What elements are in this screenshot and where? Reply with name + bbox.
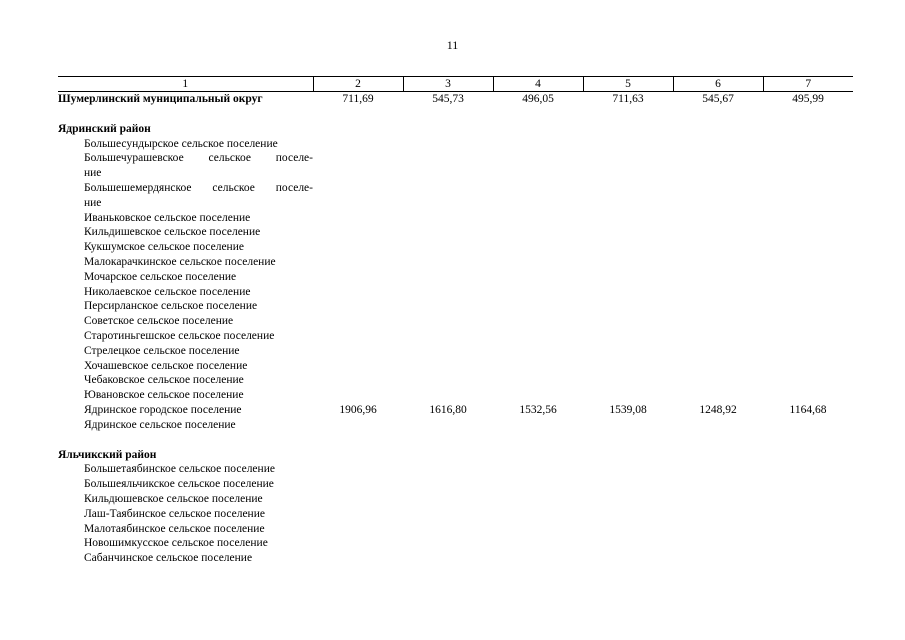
table-row	[58, 373, 853, 388]
table-row	[58, 522, 853, 537]
settlement-name: Старотиньгешское сельское поселение	[84, 329, 275, 342]
district-title: Ядринский район	[58, 122, 151, 135]
table-row	[58, 240, 853, 255]
settlement-name: Стрелецкое сельское поселение	[84, 344, 240, 357]
table-row	[58, 418, 853, 433]
settlement-value: 1532,56	[519, 403, 557, 416]
table-row	[58, 181, 853, 211]
settlement-name: Новошимкусское сельское поселение	[84, 537, 268, 550]
summary-value: 711,69	[342, 93, 374, 105]
spacer-row	[58, 107, 853, 122]
table-row	[58, 359, 853, 374]
table-row	[58, 329, 853, 344]
table-row	[58, 492, 853, 507]
settlement-name: Хочашевское сельское поселение	[84, 359, 248, 372]
table-row	[58, 462, 853, 477]
settlement-value: 1164,68	[789, 403, 827, 416]
column-number-7: 7	[763, 77, 853, 92]
settlement-name: Сабанчинское сельское поселение	[84, 552, 253, 565]
settlement-name	[58, 181, 313, 211]
settlement-name-line: ние	[84, 167, 102, 180]
settlement-name-line: Большечурашевское сельское поселе-	[84, 152, 313, 165]
table-row	[58, 388, 853, 403]
table-row	[58, 448, 853, 463]
table-row	[58, 285, 853, 300]
settlement-value: 1616,80	[429, 403, 467, 416]
settlement-name: Ядринское сельское поселение	[84, 418, 236, 431]
settlement-name: Кукшумское сельское поселение	[84, 241, 244, 254]
settlement-name: Ювановское сельское поселение	[84, 389, 244, 402]
settlement-value: 1248,92	[699, 403, 737, 416]
column-number-3: 3	[403, 77, 493, 92]
table-row	[58, 211, 853, 226]
settlement-name-line: ние	[84, 196, 102, 209]
column-number-1: 1	[58, 77, 313, 92]
settlement-name: Большесундырское сельское поселение	[84, 137, 278, 150]
settlement-name: Лаш-Таябинское сельское поселение	[84, 507, 265, 520]
settlement-value: 1539,08	[609, 403, 647, 416]
table-row	[58, 151, 853, 181]
settlement-name: Иваньковское сельское поселение	[84, 211, 251, 224]
summary-value: 711,63	[612, 93, 644, 105]
table-row	[58, 225, 853, 240]
table-row	[58, 344, 853, 359]
settlement-name	[58, 151, 313, 181]
settlement-name: Советское сельское поселение	[84, 315, 234, 328]
table-row	[58, 299, 853, 314]
table-row	[58, 137, 853, 152]
settlement-name: Персирланское сельское поселение	[84, 300, 258, 313]
summary-value: 496,05	[522, 93, 554, 105]
settlement-value: 1906,96	[339, 403, 377, 416]
settlement-name: Малотаябинское сельское поселение	[84, 522, 265, 535]
summary-value: 545,67	[702, 93, 734, 105]
table-row	[58, 270, 853, 285]
settlement-name: Ядринское городское поселение	[84, 403, 242, 416]
settlement-name: Большетаябинское сельское поселение	[84, 463, 275, 476]
district-title: Яльчикский район	[58, 448, 157, 461]
table-row	[58, 551, 853, 566]
summary-value: 545,73	[432, 93, 464, 105]
settlement-name: Большеяльчикское сельское поселение	[84, 478, 274, 491]
table-row	[58, 536, 853, 551]
table-row	[58, 477, 853, 492]
column-number-6: 6	[673, 77, 763, 92]
table-row	[58, 314, 853, 329]
page-number: 11	[446, 38, 459, 52]
table-header	[58, 77, 853, 92]
settlement-name: Малокарачкинское сельское поселение	[84, 255, 276, 268]
summary-name: Шумерлинский муниципальный округ	[58, 93, 263, 105]
settlement-name: Кильдюшевское сельское поселение	[84, 492, 263, 505]
spacer-row	[58, 433, 853, 448]
table-row	[58, 122, 853, 137]
settlement-name: Кильдишевское сельское поселение	[84, 226, 261, 239]
table-row	[58, 403, 853, 418]
settlement-name: Чебаковское сельское поселение	[84, 374, 244, 387]
settlement-name-line: Большешемердянское сельское поселе-	[84, 181, 313, 194]
settlement-name: Николаевское сельское поселение	[84, 285, 251, 298]
summary-value: 495,99	[792, 93, 824, 105]
budget-table	[58, 76, 853, 566]
settlement-name: Мочарское сельское поселение	[84, 270, 237, 283]
table-row	[58, 92, 853, 107]
column-number-4: 4	[493, 77, 583, 92]
table-row	[58, 507, 853, 522]
table-row	[58, 255, 853, 270]
column-number-2: 2	[313, 77, 403, 92]
column-number-5: 5	[583, 77, 673, 92]
